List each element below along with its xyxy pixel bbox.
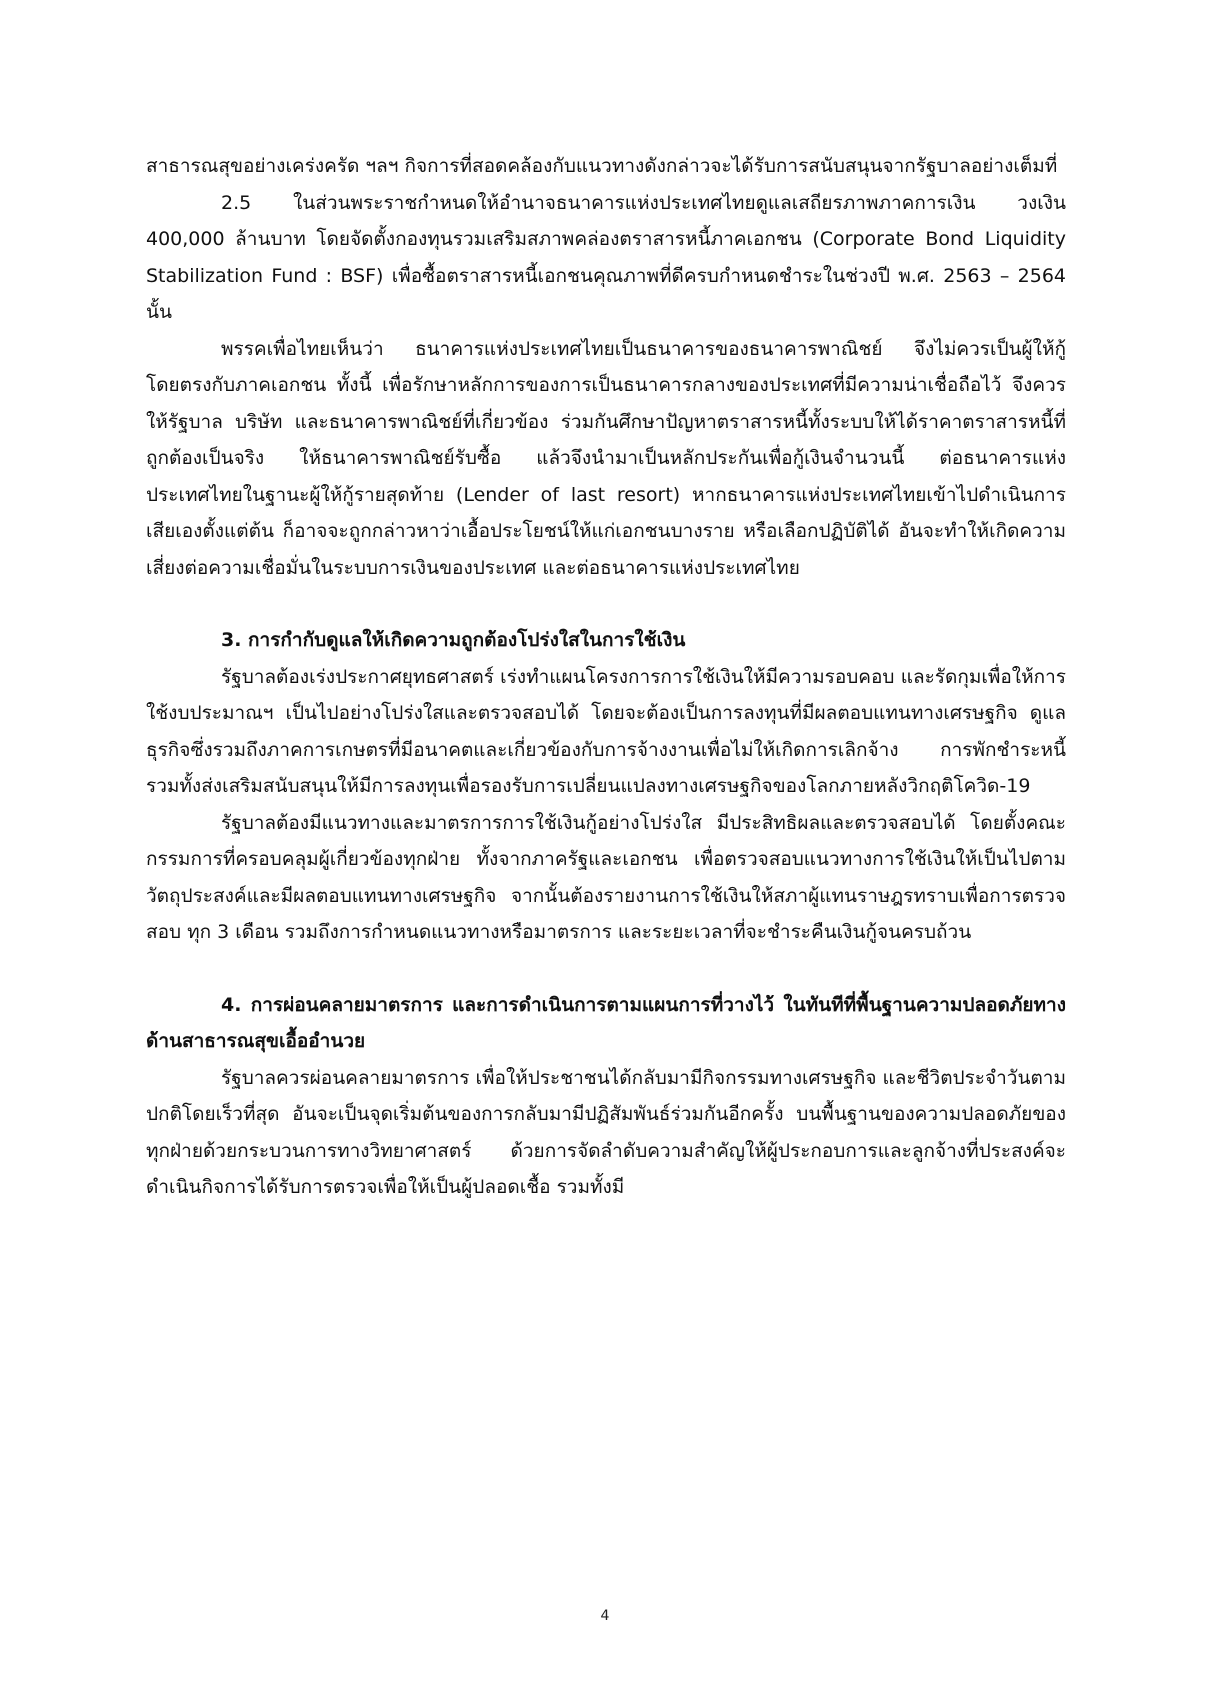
section-gap xyxy=(146,586,1066,622)
section-heading-4: 4. การผ่อนคลายมาตรการ และการดำเนินการตามแผนการที่วางไว้ ในทันทีที่พื้นฐานความปลอดภัยทางด้านสาธารณสุขเอื้ออำนวย xyxy=(146,993,1066,1052)
page-number: 4 xyxy=(600,1608,610,1624)
section-gap xyxy=(146,951,1066,987)
paragraph-transparency: รัฐบาลต้องมีแนวทางและมาตรการการใช้เงินกู้อย่างโปร่งใส มีประสิทธิผลและตรวจสอบได้ โดยตั้งคณะกรรมการที่ครอบคลุมผู้เกี่ยวข้องทุกฝ่าย ทั้งจากภาครัฐและเอกชน เพื่อตรวจสอบแนวทางการใช้เงินให้เป็นไปตามวัตถุประสงค์และมีผลตอบแทนทางเศรษฐกิจ จากนั้นต้องรายงานการใช้เงินให้สภาผู้แทนราษฎรทราบเพื่อการตรวจสอบ ทุก 3 เดือน รวมถึงการกำหนดแนวทางหรือมาตรการ และระยะเวลาที่จะชำระคืนเงินกู้จนครบถ้วน xyxy=(146,811,1066,943)
paragraph-strategy: รัฐบาลต้องเร่งประกาศยุทธศาสตร์ เร่งทำแผนโครงการการใช้เงินให้มีความรอบคอบ และรัดกุมเพื่อให้การใช้งบประมาณฯ เป็นไปอย่างโปร่งใสและตรวจสอบได้ โดยจะต้องเป็นการลงทุนที่มีผลตอบแทนทางเศรษฐกิจ ดูแลธุรกิจซึ่งรวมถึงภาคการเกษตรที่มีอนาคตและเกี่ยวข้องกับการจ้างงานเพื่อไม่ให้เกิดการเลิกจ้าง การพักชำระหนี้ รวมทั้งส่งเสริมสนับสนุนให้มีการลงทุนเพื่อรองรับการเปลี่ยนแปลงทางเศรษฐกิจของโลกภายหลังวิกฤติโควิด-19 xyxy=(146,665,1066,797)
document-body xyxy=(146,148,1066,1206)
section-heading-3: 3. การกำกับดูแลให้เกิดความถูกต้องโปร่งใสในการใช้เงิน xyxy=(221,629,686,651)
paragraph-pheu-thai-view: พรรคเพื่อไทยเห็นว่า ธนาคารแห่งประเทศไทยเป็นธนาคารของธนาคารพาณิชย์ จึงไม่ควรเป็นผู้ให้กู้โดยตรงกับภาคเอกชน ทั้งนี้ เพื่อรักษาหลักการของการเป็นธนาคารกลางของประเทศที่มีความน่าเชื่อถือไว้ จึงควรให้รัฐบาล บริษัท และธนาคารพาณิชย์ที่เกี่ยวข้อง ร่วมกันศึกษาปัญหาตราสารหนี้ทั้งระบบให้ได้ราคาตราสารหนี้ที่ถูกต้องเป็นจริง ให้ธนาคารพาณิชย์รับซื้อ แล้วจึงนำมาเป็นหลักประกันเพื่อกู้เงินจำนวนนี้ ต่อธนาคารแห่งประเทศไทยในฐานะผู้ให้กู้รายสุดท้าย (Lender of last resort) หากธนาคารแห่งประเทศไทยเข้าไปดำเนินการเสียเองตั้งแต่ต้น ก็อาจจะถูกกล่าวหาว่าเอื้อประโยชน์ให้แก่เอกชนบางราย หรือเลือกปฏิบัติได้ อันจะทำให้เกิดความเสี่ยงต่อความเชื่อมั่นในระบบการเงินของประเทศ และต่อธนาคารแห่งประเทศไทย xyxy=(146,337,1066,579)
paragraph-relax-measures: รัฐบาลควรผ่อนคลายมาตรการ เพื่อให้ประชาชนได้กลับมามีกิจกรรมทางเศรษฐกิจ และชีวิตประจำวันตามปกติโดยเร็วที่สุด อันจะเป็นจุดเริ่มต้นของการกลับมามีปฏิสัมพันธ์ร่วมกันอีกครั้ง บนพื้นฐานของความปลอดภัยของทุกฝ่ายด้วยกระบวนการทางวิทยาศาสตร์ ด้วยการจัดลำดับความสำคัญให้ผู้ประกอบการและลูกจ้างที่ประสงค์จะดำเนินกิจการได้รับการตรวจเพื่อให้เป็นผู้ปลอดเชื้อ รวมทั้งมี xyxy=(146,1066,1066,1198)
paragraph-continuation: สาธารณสุขอย่างเคร่งครัด ฯลฯ กิจการที่สอดคล้องกับแนวทางดังกล่าวจะได้รับการสนับสนุนจากรัฐบาลอย่างเต็มที่ xyxy=(146,155,1058,177)
paragraph-2-5-bsf: 2.5 ในส่วนพระราชกำหนดให้อำนาจธนาคารแห่งประเทศไทยดูแลเสถียรภาพภาคการเงิน วงเงิน 400,000 ล้านบาท โดยจัดตั้งกองทุนรวมเสริมสภาพคล่องตราสารหนี้ภาคเอกชน (Corporate Bond Liquidity Stabilization Fund : BSF) เพื่อซื้อตราสารหนี้เอกชนคุณภาพที่ดีครบกำหนดชำระในช่วงปี พ.ศ. 2563 – 2564 นั้น xyxy=(146,191,1066,323)
